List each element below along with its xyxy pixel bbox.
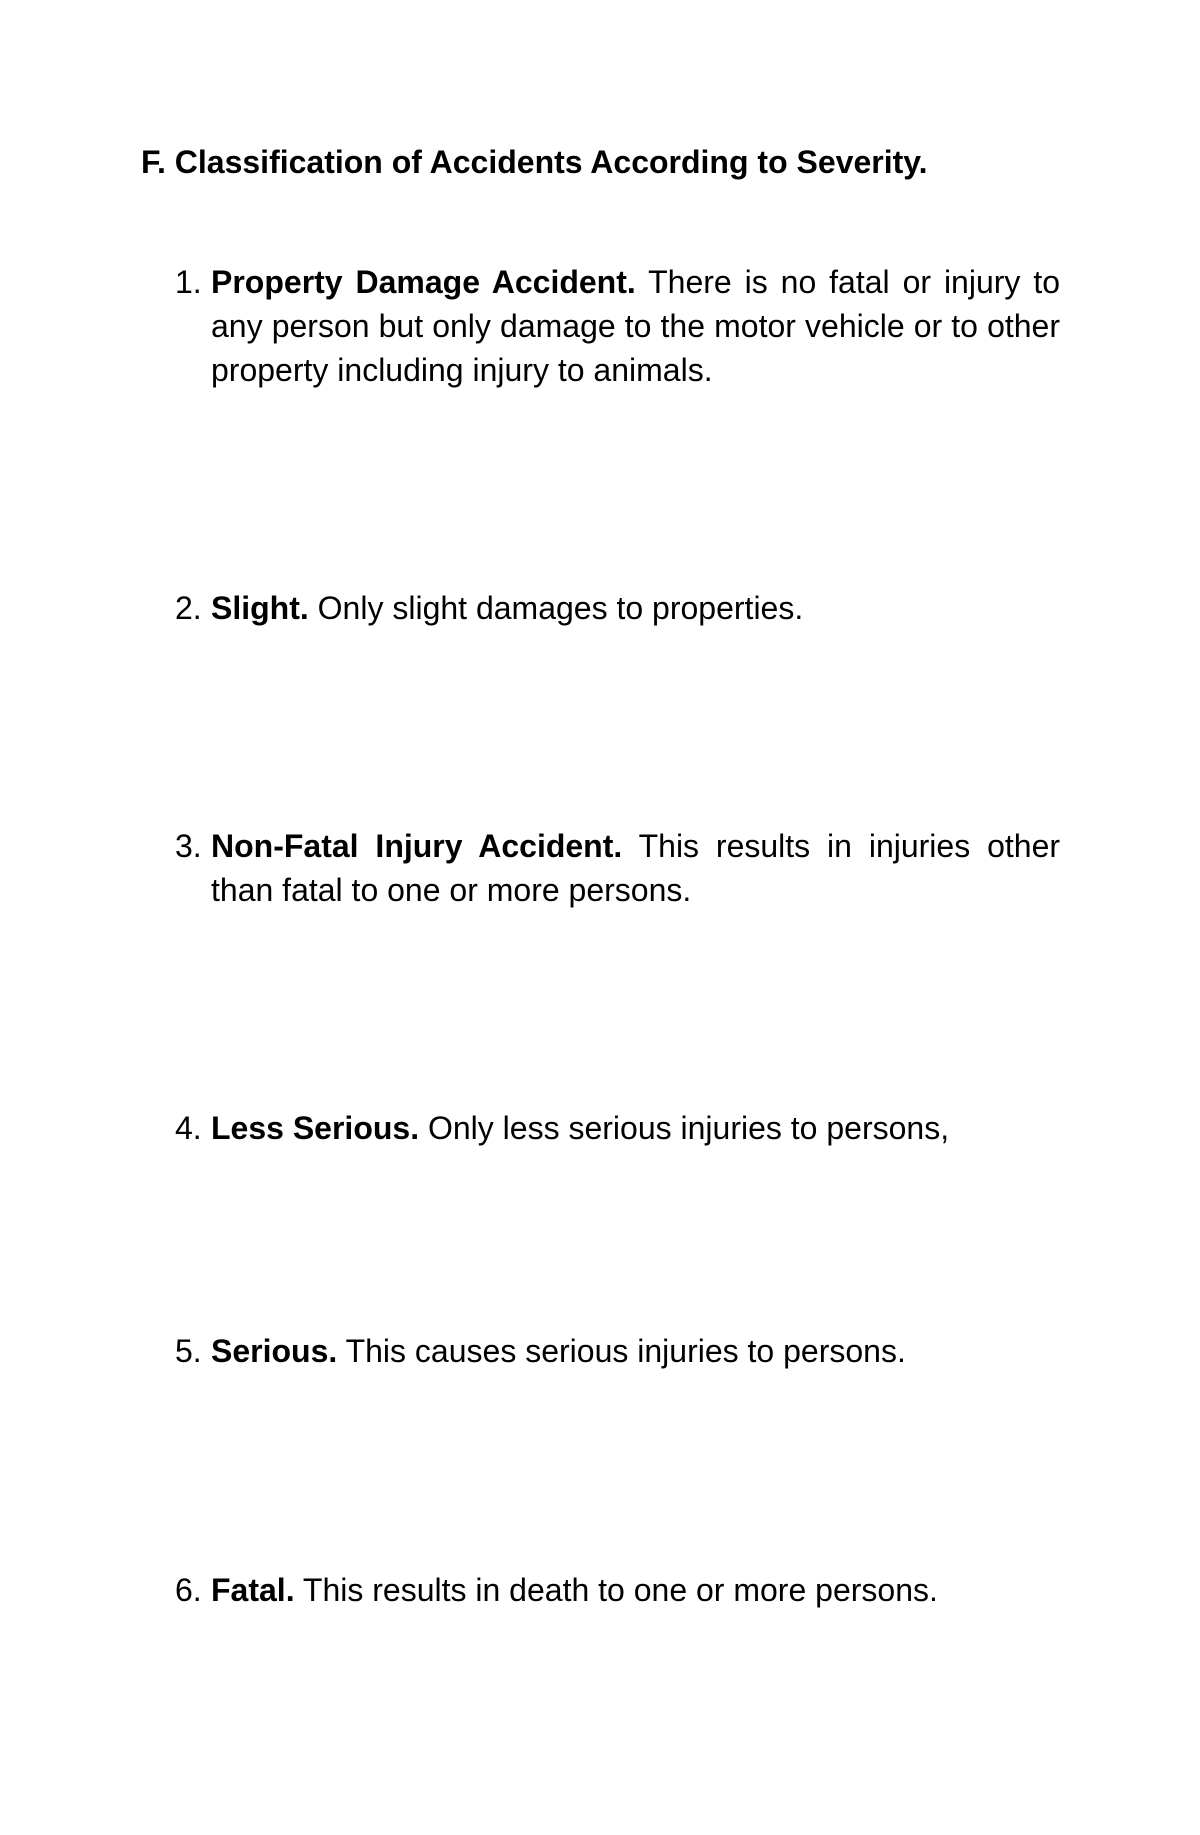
item-description: There is no fatal or injury to any person but only damage to the motor vehicle or to other property including injury to animals. (211, 264, 1061, 388)
item-term: Fatal. (211, 1572, 295, 1608)
item-term: Property Damage Accident. (211, 264, 636, 300)
list-item-serious (175, 1329, 1060, 1373)
item-term: Serious. (211, 1333, 338, 1369)
list-item-slight (175, 586, 1060, 630)
item-description: This causes serious injuries to persons. (345, 1333, 906, 1369)
list-item-property-damage-accident (175, 260, 1060, 392)
item-description: Only slight damages to properties. (317, 590, 804, 626)
item-text (211, 824, 1060, 912)
item-text (211, 1106, 1060, 1150)
item-term: Slight. (211, 590, 309, 626)
item-text (211, 260, 1060, 392)
list-item-non-fatal-injury-accident (175, 824, 1060, 912)
item-description: This results in death to one or more persons. (302, 1572, 938, 1608)
item-number: 4. (175, 1110, 202, 1146)
list-item-fatal (175, 1568, 1060, 1612)
item-number: 2. (175, 590, 202, 626)
item-text (211, 1568, 1060, 1612)
item-number: 6. (175, 1572, 202, 1608)
item-number: 1. (175, 264, 202, 300)
item-number: 3. (175, 828, 202, 864)
item-text (211, 586, 1060, 630)
item-text (211, 1329, 1060, 1373)
item-number: 5. (175, 1333, 202, 1369)
item-description: This results in injuries other than fatal to one or more persons. (211, 828, 1061, 908)
section-heading: F. Classification of Accidents According to Severity. (141, 144, 928, 180)
item-term: Non-Fatal Injury Accident. (211, 828, 623, 864)
item-description: Only less serious injuries to persons, (427, 1110, 950, 1146)
list-item-less-serious (175, 1106, 1060, 1150)
item-term: Less Serious. (211, 1110, 420, 1146)
